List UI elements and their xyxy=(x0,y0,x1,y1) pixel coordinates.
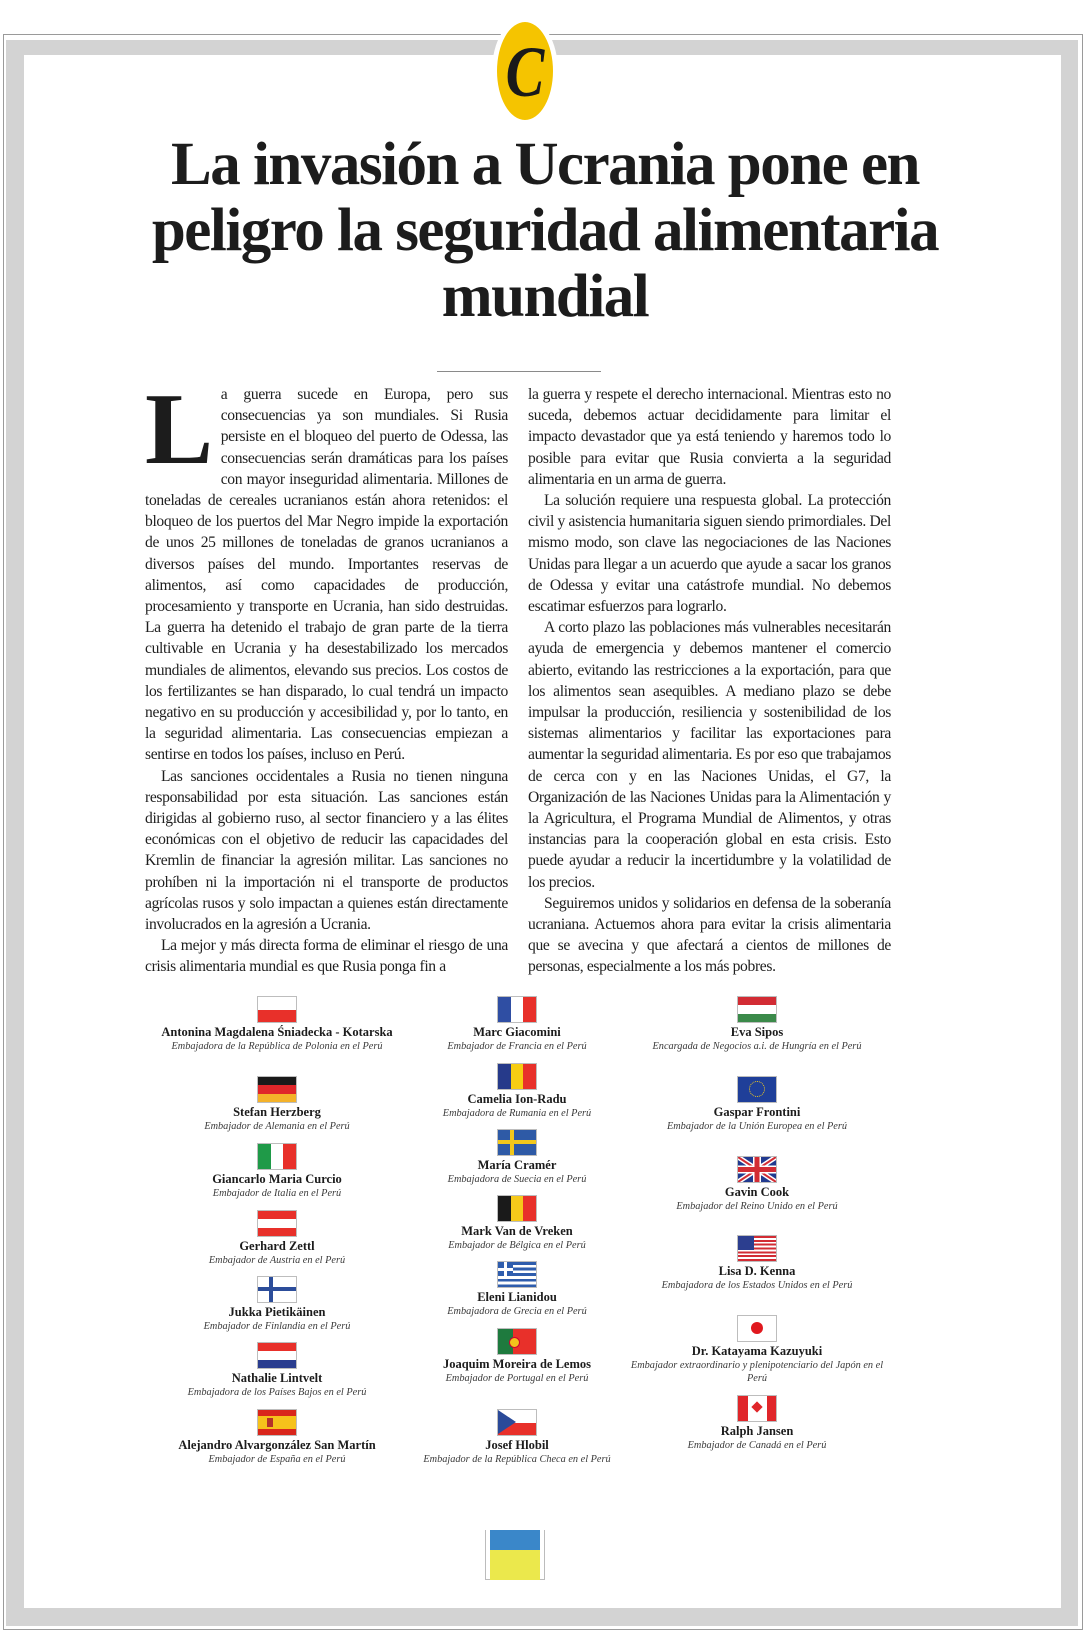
el-comercio-logo-icon: C xyxy=(492,17,558,125)
signatory: Gerhard Zettl Embajador de Austria en el Perú xyxy=(147,1211,407,1267)
paragraph: La guerra sucede en Europa, pero sus consecuencias ya son mundiales. Si Rusia persiste en el bloqueo del puerto de Odessa, las consecuencias serán dramáticas para los países con mayor inseguridad alimentaria. Millones de toneladas de cereales ucranianos están ahora retenidos: el bloqueo de los puertos del Mar Negro impide la exportación de unos 25 millones de toneladas de granos ucranianos a diversos países del mundo. Importantes reservas de alimentos, así como capacidades de producción, procesamiento y transporte en Ucrania, han sido destruidas. La guerra ha detenido el trabajo de gran parte de la tierra cultivable en Ucrania y ha desestabilizado los mercados mundiales de alimentos, elevando sus precios. Los costos de los fertilizantes se han disparado, lo cual tendrá un impacto negativo en su producción y accesibilidad y, por lo tanto, en la seguridad alimentaria. Las consecuencias empiezan a sentirse en todos los países, incluso en Perú. xyxy=(145,373,508,764)
signatory: Giancarlo Maria Curcio Embajador de Italia en el Perú xyxy=(147,1144,407,1200)
spain-flag-icon xyxy=(258,1410,296,1435)
signatory: Antonina Magdalena Śniadecka - Kotarska Embajadora de la República de Polonia en el Perú xyxy=(147,997,407,1053)
italy-flag-icon xyxy=(258,1144,296,1169)
paragraph: La mejor y más directa forma de eliminar el riesgo de una crisis alimentaria mundial es que Rusia ponga fin a xyxy=(145,937,508,976)
portugal-flag-icon xyxy=(498,1329,536,1354)
drop-cap: L xyxy=(145,373,213,486)
signatory: Stefan Herzberg Embajador de Alemania en el Perú xyxy=(147,1077,407,1133)
signatory: Alejandro Alvargonzález San Martín Embajador de España en el Perú xyxy=(147,1410,407,1466)
romania-flag-icon xyxy=(498,1064,536,1089)
germany-flag-icon xyxy=(258,1077,296,1102)
paragraph: A corto plazo las poblaciones más vulnerables necesitarán ayuda de emergencia y debemos mantener el comercio abierto, evitando las restricciones a la exportación, para que los alimentos sean asequibles. A mediano plazo se debe impulsar la producción, resiliencia y sostenibilidad de los sistemas alimentarios y facilitar las exportaciones para aumentar la seguridad alimentaria. Es por eso que trabajamos de cerca con y en las Naciones Unidas, el G7, la Organización de las Naciones Unidas para la Alimentación y la Agricultura, el Programa Mundial de Alimentos, y otras instancias para la cooperación global en esta crisis. Esto puede ayudar a reducir la incertidumbre y la volatilidad de los precios. xyxy=(528,619,891,891)
article-column-1 xyxy=(145,373,508,978)
signatory: Dr. Katayama Kazuyuki Embajador extraordinario y plenipotenciario del Japón en el Perú xyxy=(627,1316,887,1385)
paragraph: Seguiremos unidos y solidarios en defensa de la soberanía ucraniana. Actuemos ahora para evitar la crisis alimentaria que se avecina y que afectará a cientos de millones de personas, especialmente a los más pobres. xyxy=(528,894,891,976)
netherlands-flag-icon xyxy=(258,1343,296,1368)
paragraph: Las sanciones occidentales a Rusia no tienen ninguna responsabilidad por esta situación. Las sanciones están dirigidas al gobierno ruso, al sector financiero y a las élites económicas con el objetivo de reducir las capacidades del Kremlin de financiar la agresión militar. Las sanciones no prohíben ni la importación ni el transporte de productos agrícolas rusos y solo impactan a quienes están directamente involucrados en la agresión a Ucrania. xyxy=(145,767,508,934)
headline-divider xyxy=(437,371,601,372)
headline: La invasión a Ucrania pone en peligro la seguridad alimentaria mundial xyxy=(151,131,939,330)
poland-flag-icon xyxy=(258,997,296,1022)
signatory: Mark Van de Vreken Embajador de Bélgica en el Perú xyxy=(387,1196,647,1252)
signatory: Josef Hlobil Embajador de la República Checa en el Perú xyxy=(387,1410,647,1466)
canada-flag-icon xyxy=(738,1396,776,1421)
signatory: Eva Sipos Encargada de Negocios a.i. de Hungría en el Perú xyxy=(627,997,887,1053)
signatory: Gavin Cook Embajador del Reino Unido en el Perú xyxy=(627,1157,887,1213)
eu-flag-icon xyxy=(738,1077,776,1102)
austria-flag-icon xyxy=(258,1211,296,1236)
uk-flag-icon xyxy=(738,1157,776,1182)
paragraph: La solución requiere una respuesta global. La protección civil y asistencia humanitaria siguen siendo primordiales. Del mismo modo, son clave las negociaciones de las Naciones Unidas para llegar a un acuerdo que ayude a sacar los granos de Odessa y evitar una catástrofe mundial. No debemos escatimar esfuerzos para lograrlo. xyxy=(528,492,891,616)
paragraph: la guerra y respete el derecho internacional. Mientras esto no suceda, debemos actuar decididamente para limitar el impacto devastador que ya está teniendo y haremos todo lo posible para evitar que Rusia convierta a la seguridad alimentaria en un arma de guerra. xyxy=(528,386,891,488)
france-flag-icon xyxy=(498,997,536,1022)
ukraine-flag-icon xyxy=(485,1530,545,1580)
signatory: Gaspar Frontini Embajador de la Unión Europea en el Perú xyxy=(627,1077,887,1133)
belgium-flag-icon xyxy=(498,1196,536,1221)
signatory: Eleni Lianidou Embajadora de Grecia en el Perú xyxy=(387,1262,647,1318)
sweden-flag-icon xyxy=(498,1130,536,1155)
finland-flag-icon xyxy=(258,1277,296,1302)
signatory: Ralph Jansen Embajador de Canadá en el Perú xyxy=(627,1396,887,1452)
japan-flag-icon xyxy=(738,1316,776,1341)
signatory: Lisa D. Kenna Embajadora de los Estados Unidos en el Perú xyxy=(627,1236,887,1292)
signatory: Nathalie Lintvelt Embajadora de los Países Bajos en el Perú xyxy=(147,1343,407,1399)
signatory: Marc Giacomini Embajador de Francia en el Perú xyxy=(387,997,647,1053)
greece-flag-icon xyxy=(498,1262,536,1287)
usa-flag-icon xyxy=(738,1236,776,1261)
signatory: Jukka Pietikäinen Embajador de Finlandia en el Perú xyxy=(147,1277,407,1333)
signatory: Joaquim Moreira de Lemos Embajador de Portugal en el Perú xyxy=(387,1329,647,1385)
signatory: María Cramér Embajadora de Suecia en el Perú xyxy=(387,1130,647,1186)
hungary-flag-icon xyxy=(738,997,776,1022)
czech-flag-icon xyxy=(498,1410,536,1435)
signatory: Camelia Ion-Radu Embajadora de Rumania en el Perú xyxy=(387,1064,647,1120)
article-column-2 xyxy=(528,384,891,978)
